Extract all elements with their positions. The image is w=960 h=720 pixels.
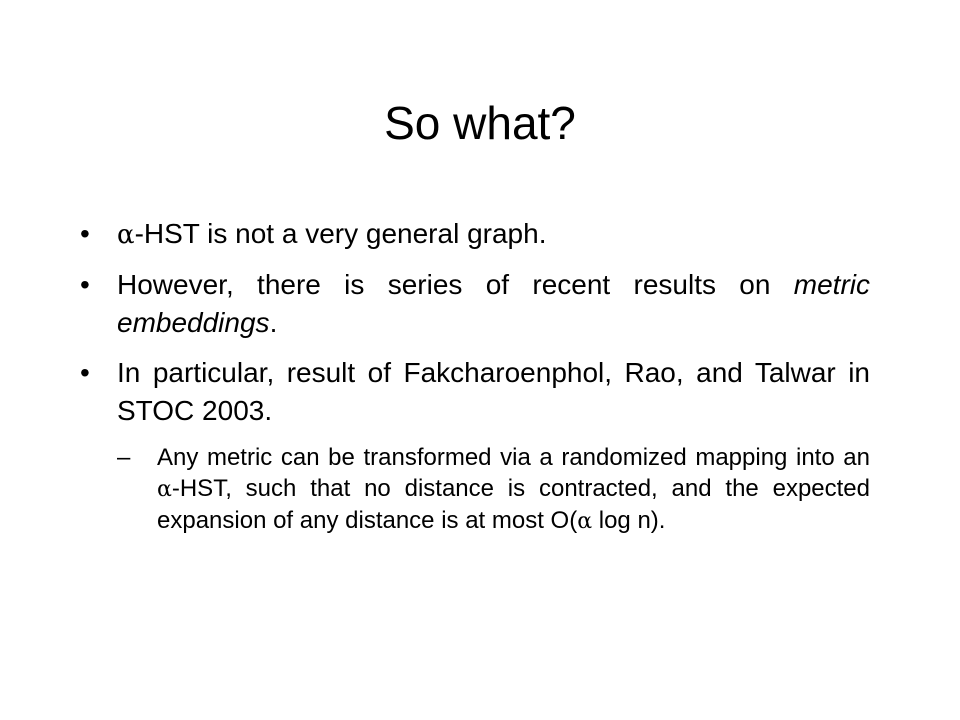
alpha-symbol: α <box>157 477 172 502</box>
bullet-item <box>80 215 870 254</box>
alpha-symbol: α <box>117 220 135 250</box>
bullet-marker: • <box>80 218 90 249</box>
sub-bullet-item <box>117 442 870 537</box>
bullet-text-end: . <box>269 307 278 338</box>
bullet-marker: • <box>80 357 90 388</box>
sub-bullet-text: log n). <box>592 507 666 534</box>
bullet-item <box>80 354 870 537</box>
bullet-marker: • <box>80 269 90 300</box>
bullet-item <box>80 266 870 342</box>
bullet-list <box>80 215 870 549</box>
sub-bullet-marker: – <box>117 444 131 471</box>
slide-title: So what? <box>384 97 576 149</box>
sub-bullet-list <box>117 442 870 537</box>
bullet-text: -HST is not a very general graph. <box>134 218 547 249</box>
alpha-symbol: α <box>577 509 593 534</box>
bullet-emphasis: metric embeddings <box>117 269 870 338</box>
sub-bullet-text: Any metric can be transformed via a randomized mapping into an <box>157 444 870 471</box>
bullet-text: However, there is series of recent results on <box>117 269 794 300</box>
bullet-text: In particular, result of Fakcharoenphol, Rao, and Talwar in STOC 2003. <box>117 357 870 426</box>
sub-bullet-text: -HST, such that no distance is contracted, and the expected expansion of any distance is at most O( <box>157 475 870 534</box>
